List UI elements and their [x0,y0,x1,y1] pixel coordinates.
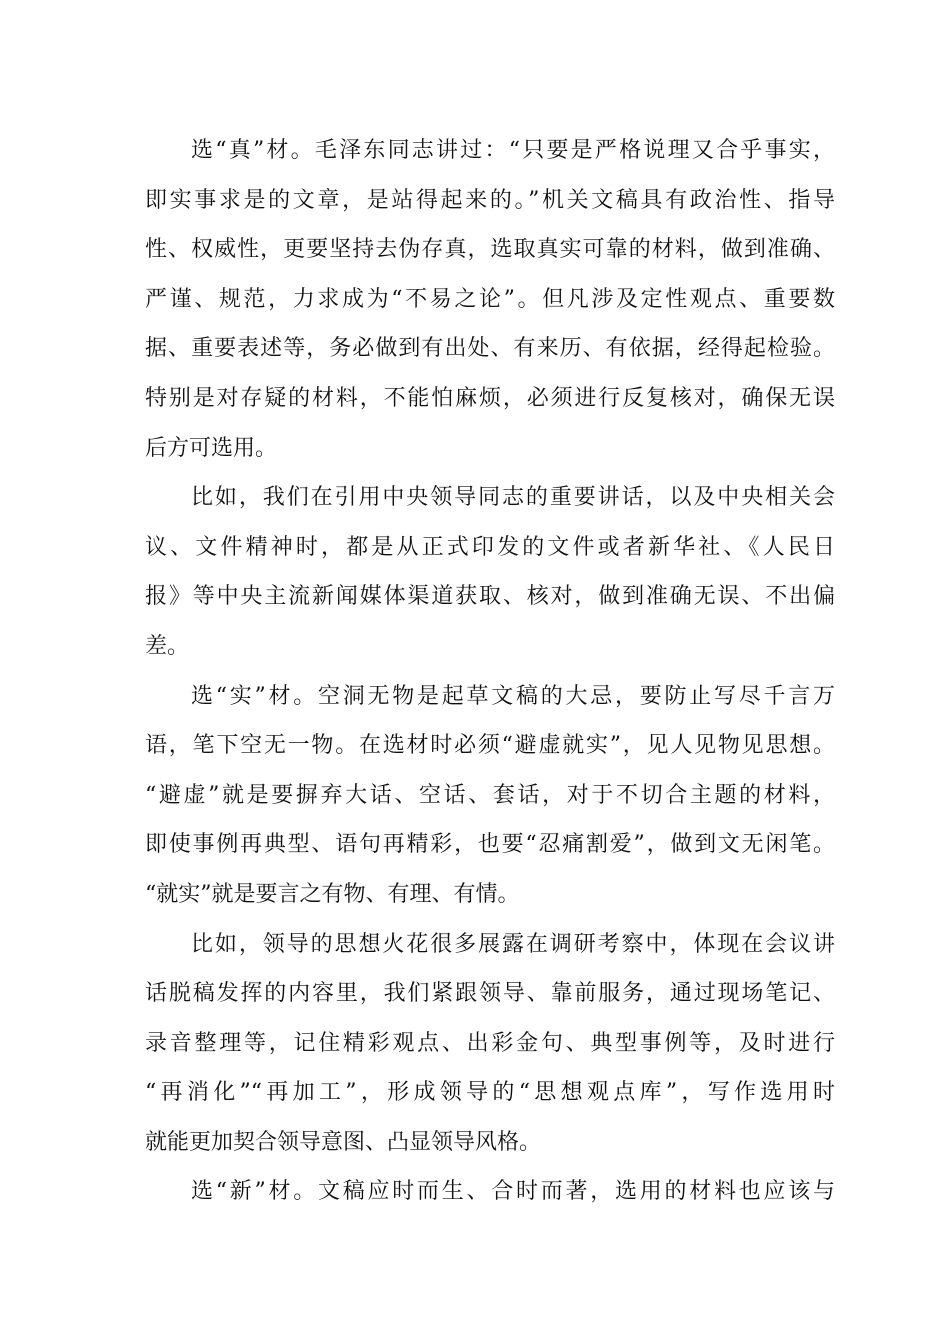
text-line: 语，笔下空无一物。在选材时必须“避虚就实”，见人见物见思想。 [145,733,835,759]
text-line: 选“真”材。毛泽东同志讲过：“只要是严格说理又合乎事实， [191,138,835,163]
text-line: 比如，领导的思想火花很多展露在调研考察中，体现在会议讲 [191,931,835,957]
text-line: 严谨、规范，力求成为“不易之论”。但凡涉及定性观点、重要数 [145,286,835,312]
text-line: 选“新”材。文稿应时而生、合时而著，选用的材料也应该与 [191,1179,835,1205]
text-line: 就能更加契合领导意图、凸显领导风格。 [145,1129,542,1155]
text-line: 据、重要表述等，务必做到有出处、有来历、有依据，经得起检验。 [145,336,835,362]
document-body [145,126,835,1217]
text-line: 差。 [145,633,190,659]
text-line: 报》等中央主流新闻媒体渠道获取、核对，做到准确无误、不出偏 [145,584,835,610]
text-line: 比如，我们在引用中央领导同志的重要讲话，以及中央相关会 [191,485,835,511]
text-line: 即使事例再典型、语句再精彩，也要“忍痛割爱”，做到文无闲笔。 [145,832,835,858]
text-line: 议、文件精神时，都是从正式印发的文件或者新华社、《人民日 [145,534,835,560]
text-line: “再消化”“再加工”，形成领导的“思想观点库”，写作选用时 [145,1080,835,1106]
text-line: 特别是对存疑的材料，不能怕麻烦，必须进行反复核对，确保无误 [145,385,835,411]
text-line: 即实事求是的文章，是站得起来的。”机关文稿具有政治性、指导 [145,187,835,213]
text-line: 选“实”材。空洞无物是起草文稿的大忌，要防止写尽千言万 [191,683,835,709]
text-line: 后方可选用。 [145,435,278,461]
text-line: “就实”就是要言之有物、有理、有情。 [145,881,520,907]
text-line: 性、权威性，更要坚持去伪存真，选取真实可靠的材料，做到准确、 [145,237,835,263]
text-line: 录音整理等，记住精彩观点、出彩金句、典型事例等，及时进行 [145,1030,835,1056]
text-line: 话脱稿发挥的内容里，我们紧跟领导、靠前服务，通过现场笔记、 [145,981,835,1007]
text-line: “避虚”就是要摒弃大话、空话、套话，对于不切合主题的材料， [145,782,835,808]
